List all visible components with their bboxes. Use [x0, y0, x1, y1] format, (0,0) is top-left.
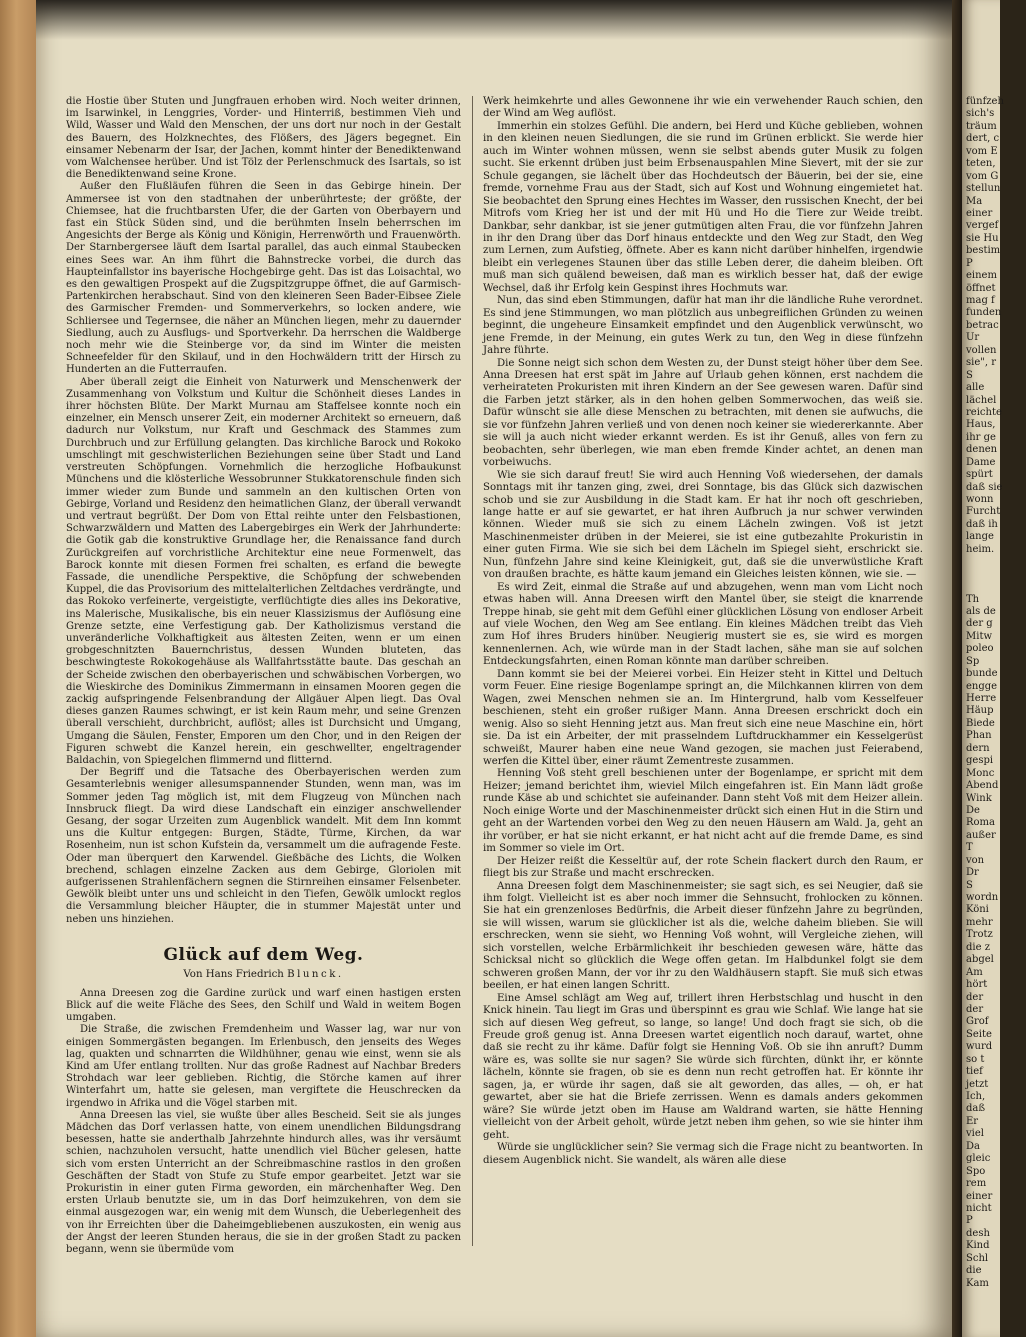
article-paragraph-1: die Hostie über Stuten und Jungfrauen erhoben wird. Noch weiter drinnen, im Isarwinkel, in Lenggries, Vorder- und Hinterriß, bestimmen Vieh und Wild, Wasser und Wald den Menschen, der uns dort nur noch in der Gestalt des Bauern, des Holzknechtes, des Flößers, des Jägers begegnet. Ein einsamer Nebenarm der Isar, der Jachen, kommt hinter der Benediktenwand vom Walchensee herüber. Und ist Tölz der Perlenschmuck des Isartals, so ist die Benediktenwand seine Krone.	[66, 96, 461, 181]
facing-page-line: sie", r	[966, 357, 996, 369]
facing-page-line: Haus,	[966, 419, 996, 431]
article-paragraph-4: Der Begriff und die Tatsache des Oberbayerischen werden zum Gesamterlebnis weniger allesumspannender Stunden, wenn man, was im Sommer jeden Tag möglich ist, mit dem Flugzeug von München nach Innsbruck fliegt. Da wird diese Landschaft ein einziger anschwellender Gesang, der sogar Urzeiten zum Augenblick wandelt. Mit dem Inn kommt uns die Kultur entgegen: Burgen, Städte, Türme, Kirchen, da war Rosenheim, nun ist schon Kufstein da, versammelt um die aufragende Feste. Oder man überquert den Karwendel. Gießbäche des Lichts, die Wolken brechend, schlagen einzelne Zacken aus dem Gebirge, Gloriolen mit aufgerissenen Strahlenfächern segnen die Stirnreihen einsamer Felsenbeter. Gewölk bleibt unter uns und schleicht in den Tiefen, Gewölk umlockt reglos die Versammlung bleicher Häupter, die in stummer Majestät unter und neben uns hinziehen.	[66, 767, 461, 925]
story-title: Glück auf dem Weg.	[163, 944, 364, 965]
facing-page-line: vom G	[966, 170, 999, 182]
story-paragraph-6: Nun, das sind eben Stimmungen, dafür hat man ihr die ländliche Ruhe verordnet. Es sind jene Stimmungen, wo man plötzlich aus unbegreiflichen Gründen zu weinen beginnt, die ungeheure Einsamkeit empfindet und den Augenblick verwünscht, wo jene Fremde, in der Meinung, ein gutes Werk zu tun, den Weg in diese fünfzehn Jahre führte.	[483, 295, 923, 357]
story-paragraph-1: Anna Dreesen zog die Gardine zurück und warf einen hastigen ersten Blick auf die weite Fläche des Sees, den Schilf und Wald in weitem Bogen umgaben.	[66, 987, 461, 1024]
facing-page-line: von	[966, 854, 985, 866]
facing-page-line: poleo	[966, 643, 994, 655]
facing-page-line: Kam	[966, 1277, 989, 1289]
story-paragraph-8: Wie sie sich darauf freut! Sie wird auch Henning Voß wiedersehen, der damals Sonntags mit ihr tanzen ging, zwei, drei Sonntage, bis das Glück sich dazwischen schob und sie zur Ausbildung in die Stadt kam. Er hat ihr noch oft geschrieben, lange hatte er auf sie gewartet, er hat ihren Aufbruch ja nur schwer verwinden können. Wieder muß sie sich zu einem Lächeln zwingen. Voß ist jetzt Maschinenmeister drüben in der Meierei, sie ist eine gutbezahlte Prokuristin in einer guten Firma. Wie sie sich bei dem Lächeln im Spiegel sieht, erschrickt sie. Nun, fünfzehn Jahre sind keine Kleinigkeit, gut, daß sie die unverwüstliche Kraft von draußen brachte, es hätte kaum jemand ein Gleiches leisten können, wie sie. —	[483, 469, 923, 581]
facing-page-line: Monc	[966, 767, 995, 779]
facing-page-line: daß ih	[966, 518, 998, 530]
right-column	[483, 96, 923, 1167]
facing-page-line: sich's	[966, 108, 995, 120]
facing-page-line: lange	[966, 531, 994, 543]
story-paragraph-12: Der Heizer reißt die Kesseltür auf, der rote Schein flackert durch den Raum, er fliegt bis zur Straße und macht erschrecken.	[483, 855, 923, 880]
facing-page-line: die	[966, 1265, 982, 1277]
facing-page-line: stellun	[966, 183, 1001, 195]
facing-page-line: S	[966, 369, 973, 381]
facing-page-line: Häup	[966, 705, 994, 717]
facing-page-line	[966, 556, 1026, 568]
facing-page-line: alle	[966, 382, 985, 394]
facing-page-line: mag f	[966, 295, 995, 306]
facing-page-line: die z	[966, 941, 990, 953]
facing-page-line: wurd	[966, 1041, 993, 1053]
facing-page-line: T	[966, 842, 973, 854]
story-paragraph-2: Die Straße, die zwischen Fremdenheim und Wasser lag, war nur von einigen Sommergästen begangen. Im Erlenbusch, den jenseits des Weges lag, quakten und schnarrten die Wildhühner, genau wie einst, wenn sie als Kind am Ufer entlang trollten. Nur das große Radnest auf Nachbar Breders Strohdach war leer geblieben. Richtig, die Störche kamen auf ihrer Winterfahrt um, hatte sie gelesen, man vergiftete die Heuschrecken da irgendwo in Afrika und die Vögel starben mit.	[66, 1024, 461, 1109]
facing-page-line: Wink	[966, 792, 992, 804]
facing-page-line: so t	[966, 1053, 985, 1065]
facing-page-line: P	[966, 257, 973, 269]
facing-page-line: Grof	[966, 1016, 989, 1028]
facing-page-line: heim.	[966, 543, 995, 555]
facing-page-line: Am	[966, 966, 983, 978]
facing-page-line: vergef	[966, 220, 999, 232]
facing-page-line: Köni	[966, 904, 989, 916]
facing-page-line: vollen	[966, 344, 997, 356]
facing-page-line: dert, c	[966, 133, 1000, 145]
book-gutter	[952, 0, 962, 1337]
facing-page-line: bestim	[966, 245, 1001, 257]
facing-page-line: der	[966, 1003, 984, 1015]
column-rule	[472, 96, 473, 1246]
facing-page-line: Roma	[966, 817, 995, 829]
facing-page-line: funden	[966, 307, 1002, 319]
facing-page-line: De	[966, 804, 980, 816]
facing-page-line: Da	[966, 1140, 980, 1152]
facing-page-line: ihr ge	[966, 431, 996, 443]
byline-author: Blunck.	[287, 968, 344, 980]
facing-page-line: Spo	[966, 1165, 986, 1177]
facing-page-line: fünfzeh	[966, 96, 1004, 107]
article-paragraph-2: Außer den Flußläufen führen die Seen in das Gebirge hinein. Der Ammersee ist von den stadtnahen der unberührteste; der größte, der Chiemsee, hat die fruchtbarsten Ufer, die der Garten von Oberbayern und fast ein Stück Süden sind, und die berühmten Inseln beherrschen im Angesichts der Berge als König und Königin, Herrenwörth und Frauenwörth. Der Starnbergersee läuft dem Isartal parallel, das auch einmal Staubecken eines Sees war. An ihm führt die Bahnstrecke vorbei, die durch das Haupteinfallstor ins bayerische Hochgebirge geht. Das ist das Loisachtal, wo es den gewaltigen Prospekt auf die Zugspitzgruppe öffnet, die auf Garmisch-Partenkirchen herabschaut. Sind von den kleineren Seen Bader-Eibsee Ziele des Garmischer Fremden- und Sommerverkehrs, so locken andere, wie Schliersee und Tegernsee, die näher an München liegen, mehr zu dauernder Siedlung, auch zu Ausflugs- und Sportverkehr. Da herrschen die Waldberge noch mehr wie die Steinberge vor, da sind im Winter die meisten Schneefelder für den Skilauf, und in den Hochwäldern tritt der Hirsch zu Hunderten an die Futterraufen.	[66, 181, 461, 376]
facing-page-line: daß sie	[966, 481, 1003, 493]
facing-page	[962, 0, 1004, 1337]
facing-page-text	[966, 96, 1026, 1290]
facing-page-line: Mitw	[966, 630, 993, 642]
facing-page-line: wonn	[966, 494, 994, 505]
facing-page-line: dern	[966, 742, 990, 754]
facing-page-line: gleic	[966, 1153, 991, 1165]
facing-page-line: abgel	[966, 954, 994, 966]
story-paragraph-11: Henning Voß steht grell beschienen unter der Bogenlampe, er spricht mit dem Heizer; jemand berichtet ihm, wieviel Milch eingefahren ist. Ein Mann lädt große runde Käse ab und schichtet sie aufeinander. Dann steht Voß mit dem Heizer allein. Noch einige Worte und der Maschinenmeister drückt sich einen Hut in die Stirn und geht an der Wartenden vorbei den Weg zu den neuen Häusern am Wald. Ja, geht an ihr vorüber, er hat sie nicht erkannt, er hat nicht acht auf die fremde Dame, es sind im Sommer so viele im Ort.	[483, 768, 923, 855]
facing-page-line: Biede	[966, 717, 995, 729]
facing-page-line: denen	[966, 444, 998, 456]
facing-page-line: Ur	[966, 332, 980, 344]
facing-page-line: jetzt	[966, 1078, 989, 1090]
facing-page-line: vom E	[966, 145, 998, 157]
facing-page-line: daß	[966, 1103, 986, 1115]
facing-page-line	[966, 581, 1026, 593]
story-paragraph-9: Es wird Zeit, einmal die Straße auf und abzugehen, wenn man vom Licht noch etwas haben will. Anna Dreesen wirft den Mantel über, sie steigt die knarrende Treppe hinab, sie geht mit dem Gefühl einer glücklichen Lösung von endloser Arbeit auf viele Wochen, den Weg am See entlang. Ein kleines Mädchen treibt das Vieh zum Hof ihres Bruders hinüber. Neugierig mustert sie es, sie wird es morgen kennenlernen. Ach, wie würde man in der Stadt lachen, sähe man sie auf solchen Entdeckungsfahrten, einen Roman könnte man darüber schreiben.	[483, 581, 923, 668]
facing-page-line: S	[966, 879, 973, 891]
story-paragraph-10: Dann kommt sie bei der Meierei vorbei. Ein Heizer steht in Kittel und Deltuch vorm Feuer. Eine riesige Bogenlampe springt an, die Milchkannen klirren von dem Wagen, zwei Menschen nehmen sie an. Im Hintergrund, halb vom Kesselfeuer beschienen, steht ein großer rußiger Mann. Anna Dreesen erschrickt doch ein wenig. Also so sieht Henning jetzt aus. Man freut sich eine neue Maschine ein, hört sie. Da ist ein Arbeiter, der mit prasselndem Luftdruckhammer ein Kesselgerüst schweißt, Maurer haben eine neue Wand gezogen, sie machen just Feierabend, werfen die Kittel über, einer räumt Zementreste zusammen.	[483, 668, 923, 768]
story-paragraph-4: Werk heimkehrte und alles Gewonnene ihr wie ein verwehender Rauch schien, den der Wind am Weg auflöst.	[483, 96, 923, 120]
article-paragraph-3: Aber überall zeigt die Einheit von Naturwerk und Menschenwerk der Zusammenhang von Volkstum und Kultur die Schönheit dieses Landes in ihrer höchsten Blüte. Der Markt Murnau am Staffelsee konnte noch ein einzelner, ein Mensch unserer Zeit, ein moderner Architekt so erneuern, daß dadurch nur Volkstum, nur Kraft und Geschmack des Stammes zum Durchbruch und zur Erfüllung gelangten. Das kirchliche Barock und Rokoko umschlingt mit geschwisterlichen Beziehungen seine über Stadt und Land verstreuten Schöpfungen. Vornehmlich die herzogliche Hofbaukunst Münchens und die klösterliche Wessobrunner Stukkatorenschule finden sich immer wieder zum Bunde und sammeln an den kultischen Orten von Gebirge, Vorland und Residenz den heimatlichen Glanz, der überall verwandt und vertraut begrüßt. Der Dom von Ettal reihte unter den Felsbastionen, Schwarzwäldern und Matten des Labergebirges ein Werk der Jahrhunderte: die Gotik gab die konstruktive Grundlage her, die Renaissance fand durch Zurückgreifen auf vorchristliche Architektur eine neue Formenwelt, das Barock konnte mit diesen Formen frei schalten, es erfand die bewegte Fassade, die unendliche Perspektive, die Schöpfung der schwebenden Kuppel, die das Provisorium des mittelalterlichen Zeltdaches verdrängte, und das Rokoko verfeinerte, vergeistigte, verflüchtigte dies alles ins Dekorative, ins Malerische, Musikalische, bis ein neuer Klassizismus der Auflösung eine Grenze setzte, eine Verfestigung gab. Der Katholizismus verstand die unveränderliche Volkhaftigkeit aus ältesten Zeiten, wenn er um einen grobgeschnitzten Bauernchristus, dessen Wunden bluteten, das beschwingteste Rokokogehäuse als Wallfahrtsstätte baute. Das geschah an der Scheide zwischen den oberbayerischen und schwäbischen Vorbergen, wo die Wieskirche des Dominikus Zimmermann in einsamen Mooren gegen die zackig aufspringende Felsenbrandung der Allgäuer Alpen liegt. Das Oval dieses ganzen Raumes schwingt, er ist kein Raum mehr, und seine Grenzen überall verschieht, durchbricht, auflöst; alles ist Durchsicht und Umgang, Umgang die Säulen, Fenster, Emporen um den Chor, und in den Reigen der Figuren schwebt die Kanzel herein, ein geschwellter, engeltragender Baldachin, von Spiegelchen flimmernd und flitternd.	[66, 376, 461, 766]
facing-page-line: mehr	[966, 916, 993, 928]
facing-page-line: Dr	[966, 867, 979, 879]
facing-page-line: nicht	[966, 1202, 992, 1214]
facing-page-line: rem	[966, 1178, 987, 1190]
facing-page-line: wordn	[966, 892, 999, 903]
facing-page-line: Herre	[966, 693, 997, 704]
facing-page-line: Abend	[966, 780, 999, 792]
facing-page-line: träum	[966, 120, 997, 132]
facing-page-line: Trotz	[966, 929, 993, 941]
facing-page-line: reichte	[966, 406, 1002, 418]
facing-page-line: engge	[966, 680, 998, 692]
facing-page-line: einer	[966, 1190, 993, 1202]
facing-page-line: sie Hu	[966, 232, 999, 244]
facing-page-line: als de	[966, 605, 996, 617]
facing-page-line: Dame	[966, 456, 996, 468]
facing-page-line: der	[966, 991, 984, 1003]
facing-page-line: hört	[966, 979, 988, 991]
book-spine-edge	[0, 0, 36, 1337]
story-paragraph-13: Anna Dreesen folgt dem Maschinenmeister; sie sagt sich, es sei Neugier, daß sie ihm folgt. Vielleicht ist es aber noch immer die Sehnsucht, frohlocken zu können. Sie hat ein grenzenloses Bedürfnis, die Arbeit dieser fünfzehn Jahre zu begründen, sie will wissen, warum sie glücklicher ist als die, welche daheim blieben. Sie will erschrecken, wenn sie sieht, wo Henning Voß wohnt, will Vergleiche ziehen, will sich vorstellen, welche Erbärmlichkeit ihr beschieden gewesen wäre, hätte das Schicksal nicht so glücklich die Wege offen getan. Im Halbdunkel folgt sie dem schweren großen Mann, der vor ihr zu den Waldhäusern stapft. Sie muß sich etwas beeilen, er hat einen langen Schritt.	[483, 880, 923, 992]
story-paragraph-14: Eine Amsel schlägt am Weg auf, trillert ihren Herbstschlag und huscht in den Knick hinein. Tau liegt im Gras und überspinnt es grau wie Schlaf. Wie lange hat sie sich auf diesen Weg gefreut, so lange, so lange! Und doch fragt sie sich, ob die Freude groß genug ist. Anna Dreesen wartet eigentlich noch darauf, wartet, ohne daß sie recht zu ihr käme. Dafür folgt sie Henning Voß. Ob sie ihn anruft? Dumm wäre es, was sollte sie nur sagen? Sie würde sich fürchten, dünkt ihr, er könnte lächeln, könnte sie fragen, ob sie es denn nun recht getroffen hat. Er könnte ihr sagen, ja, er würde ihr sagen, daß sie alt geworden, das alles, — oh, er hat gewartet, aber sie hat die Briefe zerrissen. Wenn es damals anders gekommen wäre? Sie würde jetzt oben im Hause am Waldrand warten, sie hätte Henning vielleicht von der Arbeit geholt, würde jetzt neben ihm gehen, so wie sie hinter ihm geht.	[483, 992, 923, 1141]
story-paragraph-15: Würde sie unglücklicher sein? Sie vermag sich die Frage nicht zu beantworten. In diesem Augenblick nicht. Sie wandelt, als wären alle diese	[483, 1142, 923, 1166]
facing-page-line: öffnet	[966, 282, 996, 294]
facing-page-line: betrac	[966, 319, 999, 331]
facing-page-line: Ich,	[966, 1091, 986, 1102]
facing-page-line: Kind	[966, 1240, 990, 1252]
facing-page-line: tief	[966, 1066, 983, 1078]
left-column	[66, 96, 461, 1256]
byline-prefix: Von Hans Friedrich	[183, 968, 284, 980]
facing-page-line	[966, 569, 1026, 581]
facing-page-line: außer	[966, 829, 996, 841]
facing-page-line: Ma	[966, 195, 983, 207]
facing-page-line: einem	[966, 270, 997, 282]
facing-page-line: Furcht	[966, 506, 1001, 518]
facing-page-line: der g	[966, 618, 993, 630]
facing-page-line: spürt	[966, 469, 993, 481]
facing-page-line: P	[966, 1215, 973, 1227]
facing-page-line: Schl	[966, 1252, 989, 1264]
facing-page-line: Th	[966, 593, 980, 605]
facing-page-line: desh	[966, 1227, 990, 1239]
story-paragraph-5: Immerhin ein stolzes Gefühl. Die andern, bei Herd und Küche geblieben, wohnen in den kleinen neuen Siedlungen, die sie rund im Grünen erblickt. Sie werde hier auch im Winter wohnen müssen, wenn sie selbst abends guter Musik zu folgen sucht. Sie erkennt drüben just beim Erbsenauspahlen Mine Sievert, mit der sie zur Schule gegangen, sie lächelt über das Hochdeutsch der Bäuerin, bei der sie, eine fremde, vornehme Frau aus der Stadt, sich auf Kost und Wohnung eingemietet hat. Sie beobachtet den Sprung eines Hechtes im Wasser, den russischen Knecht, der bei Mitrofs vom Krieg her ist und der mit Hü und Ho die Tiere zur Weide treibt. Dankbar, sehr dankbar, ist sie jener gutmütigen alten Frau, die vor fünfzehn Jahren in ihr den Drang über das Dorf hinaus entdeckte und den Weg zur Stadt, den Weg zum Lernen, zum Aufstieg, öffnete. Aber es kann nicht darüber hinhelfen, irgendwie bleibt ein verlegenes Staunen über das stille Leben derer, die daheim bleiben. Oft muß man sich quälend beweisen, daß man es wirklich besser hat, daß der ewige Wechsel, daß ihr Erfolg kein Gespinst ihres Hochmuts war.	[483, 120, 923, 294]
story-byline	[66, 968, 461, 982]
facing-page-line: teten,	[966, 158, 996, 170]
story-paragraph-7: Die Sonne neigt sich schon dem Westen zu, der Dunst steigt höher über dem See. Anna Dreesen hat erst spät im Jahre auf Urlaub gehen können, erst nachdem die verheirateten Prokuristen mit ihren Kindern an der See gewesen waren. Dafür sind die Farben jetzt stärker, als in den hohen gelben Sommerwochen, das weiß sie. Dafür wünscht sie alle diese Menschen zu betrachten, mit denen sie aufwuchs, die sie vor fünfzehn Jahren verließ und von denen noch keiner sie wiedererkannte. Aber sie will ja auch nicht wieder erkannt werden. Es ist ihr Genuß, alles von fern zu beobachten, sehr überlegen, wie man eben fremde Kinder achtet, an denen man vorbeiwuchs.	[483, 357, 923, 469]
facing-page-line: bunde	[966, 668, 998, 680]
facing-page-line: Phan	[966, 730, 992, 742]
facing-page-line: Er	[966, 1115, 979, 1127]
facing-page-line: gespi	[966, 755, 994, 767]
facing-page-line: einer	[966, 207, 993, 219]
facing-page-line: lächel	[966, 394, 997, 406]
story-paragraph-3: Anna Dreesen las viel, sie wußte über alles Bescheid. Seit sie als junges Mädchen das Dorf verlassen hatte, von einem unendlichen Bildungsdrang besessen, hatte sie anderthalb Jahrzehnte hindurch alles, was ihr versäumt schien, nachzuholen versucht, hatte unendlich viel Bücher gelesen, hatte sich vom ersten Unterricht an der Schreibmaschine rastlos in den großen Geschäften der Stadt von Stufe zu Stufe empor gearbeitet. Jetzt war sie Prokuristin in einer guten Firma geworden, ein märchenhafter Weg. Den ersten Urlaub benutzte sie, um in das Dorf heimzukehren, von dem sie einmal ausgezogen war, ein wenig mit dem Wunsch, die Ueberlegenheit des von ihr Erreichten über die Daheimgebliebenen auszukosten, ein wenig aus der Angst der leeren Stunden heraus, die sie in der großen Stadt zu packen begann, wenn sie übermüde vom	[66, 1109, 461, 1256]
newspaper-page	[36, 0, 952, 1337]
facing-page-line: Sp	[966, 655, 980, 667]
facing-page-line: Seite	[966, 1028, 992, 1040]
facing-page-line: viel	[966, 1128, 984, 1140]
